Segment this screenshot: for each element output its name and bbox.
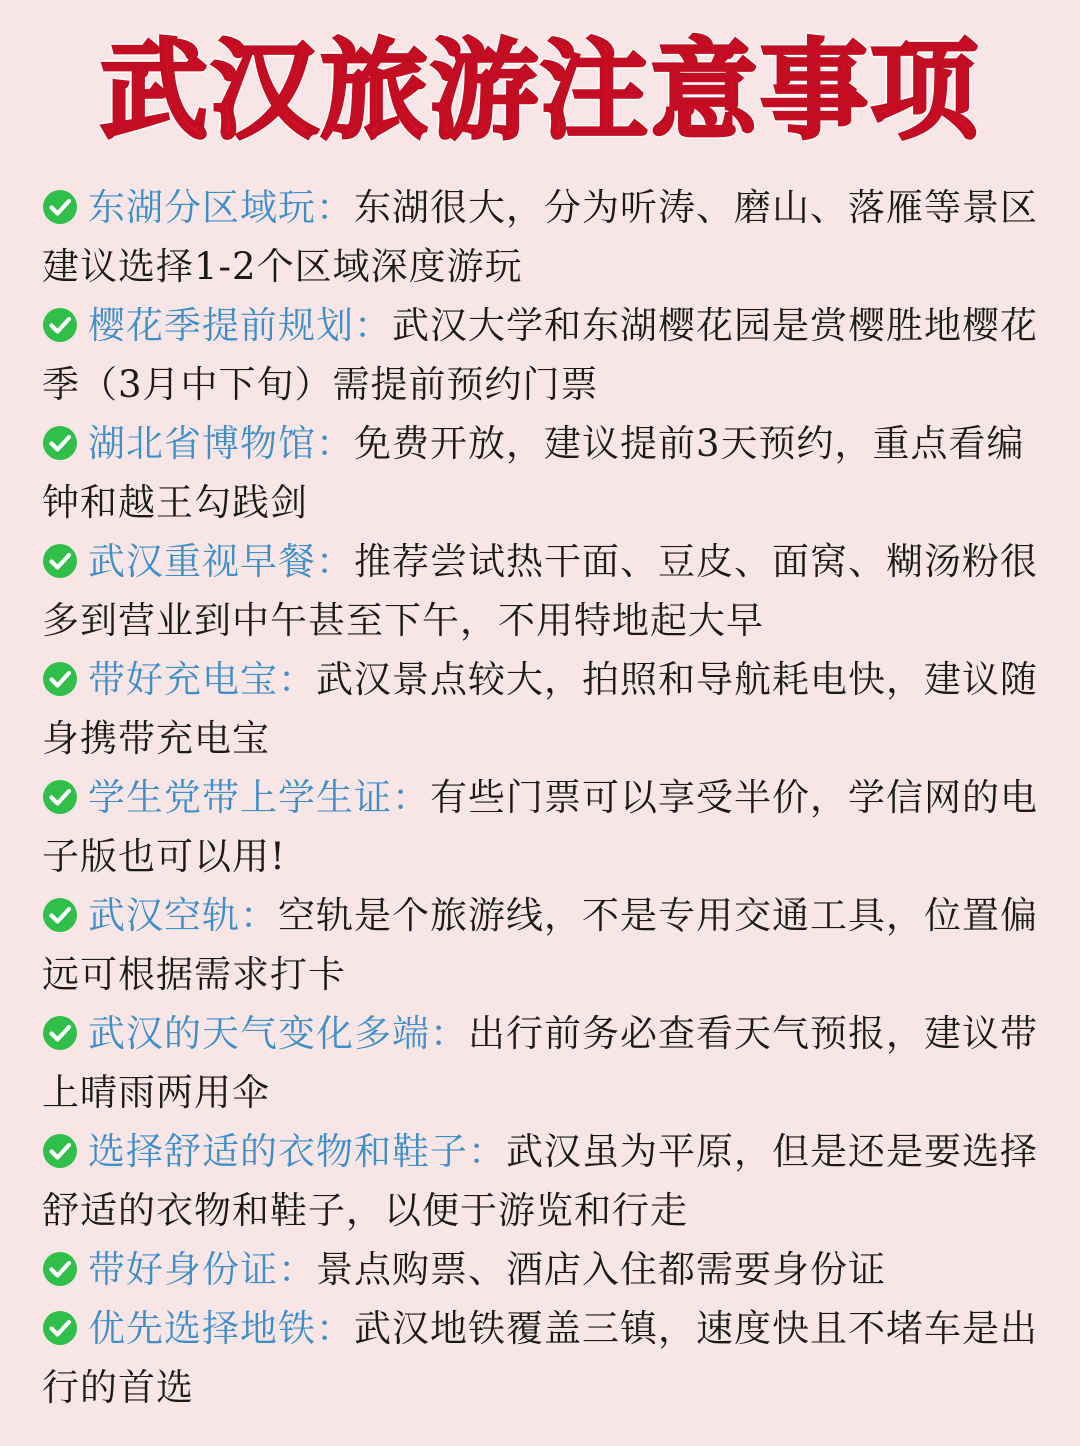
item-label: 优先选择地铁： xyxy=(88,1307,354,1350)
list-item xyxy=(42,650,1038,768)
check-circle-icon xyxy=(42,1310,78,1346)
item-label: 东湖分区域玩： xyxy=(88,186,354,229)
item-text: 有些门票可以享受半价，学信网的电子版也可以用! xyxy=(42,776,1038,878)
item-text: 武汉景点较大，拍照和导航耗电快，建议随身携带充电宝 xyxy=(42,658,1038,760)
check-circle-icon xyxy=(42,1015,78,1051)
list-item xyxy=(42,1299,1038,1417)
item-label: 武汉重视早餐： xyxy=(88,540,354,583)
list-item xyxy=(42,532,1038,650)
check-circle-icon xyxy=(42,661,78,697)
check-circle-icon xyxy=(42,543,78,579)
item-text: 东湖很大，分为听涛、磨山、落雁等景区建议选择1-2个区域深度游玩 xyxy=(42,186,1038,288)
item-label: 选择舒适的衣物和鞋子： xyxy=(88,1130,506,1173)
list-item xyxy=(42,296,1038,414)
list-item xyxy=(42,768,1038,886)
check-circle-icon xyxy=(42,779,78,815)
item-text: 推荐尝试热干面、豆皮、面窝、糊汤粉很多到营业到中午甚至下午，不用特地起大早 xyxy=(42,540,1038,642)
check-circle-icon xyxy=(42,897,78,933)
item-text: 武汉大学和东湖樱花园是赏樱胜地樱花季（3月中下旬）需提前预约门票 xyxy=(42,304,1038,406)
item-label: 樱花季提前规划： xyxy=(88,304,392,347)
item-text: 景点购票、酒店入住都需要身份证 xyxy=(316,1248,886,1291)
item-text: 出行前务必查看天气预报，建议带上晴雨两用伞 xyxy=(42,1012,1038,1114)
item-label: 武汉空轨： xyxy=(88,894,278,937)
check-circle-icon xyxy=(42,1251,78,1287)
item-text: 武汉地铁覆盖三镇，速度快且不堵车是出行的首选 xyxy=(42,1307,1038,1409)
list-item xyxy=(42,886,1038,1004)
list-item xyxy=(42,1004,1038,1122)
item-text: 免费开放，建议提前3天预约，重点看编钟和越王勾践剑 xyxy=(42,422,1025,524)
list-item xyxy=(42,178,1038,296)
page-title: 武汉旅游注意事项 xyxy=(99,29,980,154)
check-circle-icon xyxy=(42,1133,78,1169)
item-label: 湖北省博物馆： xyxy=(88,422,354,465)
list-item xyxy=(42,414,1038,532)
check-circle-icon xyxy=(42,425,78,461)
item-text: 武汉虽为平原，但是还是要选择舒适的衣物和鞋子，以便于游览和行走 xyxy=(42,1130,1038,1232)
item-text: 空轨是个旅游线，不是专用交通工具，位置偏远可根据需求打卡 xyxy=(42,894,1038,996)
item-label: 学生党带上学生证： xyxy=(88,776,430,819)
tips-list xyxy=(42,178,1038,1417)
item-label: 武汉的天气变化多端： xyxy=(88,1012,468,1055)
list-item xyxy=(42,1122,1038,1240)
item-label: 带好充电宝： xyxy=(88,658,316,701)
item-label: 带好身份证： xyxy=(88,1248,316,1291)
list-item xyxy=(42,1240,1038,1299)
check-circle-icon xyxy=(42,189,78,225)
check-circle-icon xyxy=(42,307,78,343)
